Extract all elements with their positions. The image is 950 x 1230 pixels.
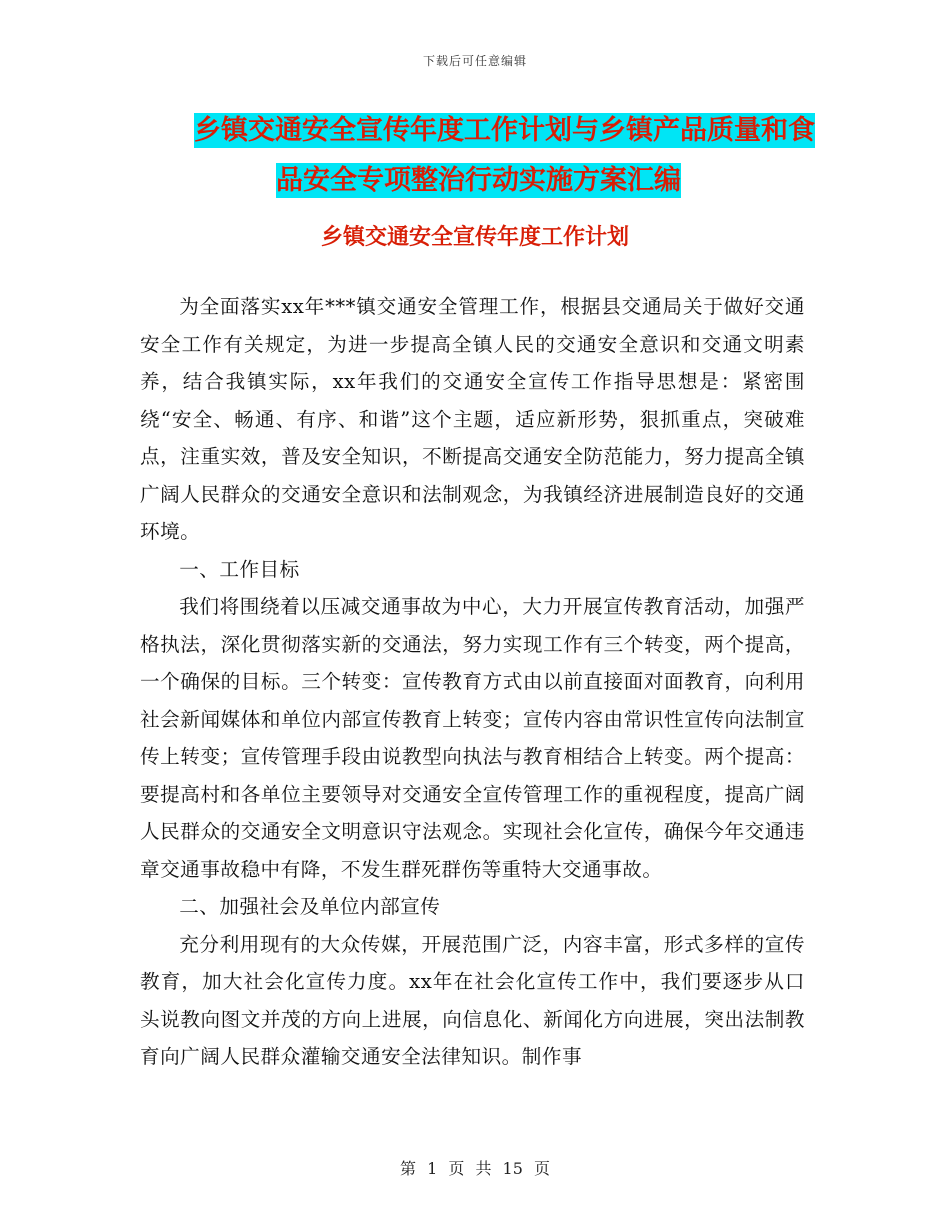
- page-header-note: 下载后可任意编辑: [422, 54, 527, 68]
- paragraph-work-goals: 我们将围绕着以压减交通事故为中心，大力开展宣传教育活动，加强严格执法，深化贯彻落实新的交通法，努力实现工作有三个转变，两个提高，一个确保的目标。三个转变：宣传教育方式由以前直接面对面教育，向利用社会新闻媒体和单位内部宣传教育上转变；宣传内容由常识性宣传向法制宣传上转变；宣传管理手段由说教型向执法与教育相结合上转变。两个提高：要提高村和各单位主要领导对交通安全宣传管理工作的重视程度，提高广阔人民群众的交通安全文明意识守法观念。实现社会化宣传，确保今年交通违章交通事故稳中有降，不发生群死群伤等重特大交通事故。: [140, 595, 805, 881]
- page-number: 第 1 页 共 15 页: [400, 1159, 550, 1178]
- document-title-line-2: [150, 156, 830, 206]
- title-highlight-1: 乡镇交通安全宣传年度工作计划与乡镇产品质量和食: [194, 115, 815, 146]
- document-title-line-1: [150, 106, 830, 156]
- document-title: [150, 106, 830, 206]
- heading-publicity: 二、加强社会及单位内部宣传: [179, 895, 441, 918]
- paragraph-intro: 为全面落实xx年***镇交通安全管理工作，根据县交通局关于做好交通安全工作有关规定，为进一步提高全镇人民的交通安全意识和交通文明素养，结合我镇实际，xx年我们的交通安全宣传工作指导思想是：紧密围绕“安全、畅通、有序、和谐”这个主题，适应新形势，狠抓重点，突破难点，注重实效，普及安全知识，不断提高交通安全防范能力，努力提高全镇广阔人民群众的交通安全意识和法制观念，为我镇经济进展制造良好的交通环境。: [140, 295, 805, 543]
- section-title: 乡镇交通安全宣传年度工作计划: [320, 225, 629, 250]
- title-highlight-2: 品安全专项整治行动实施方案汇编: [276, 165, 681, 196]
- document-body: [140, 288, 805, 1076]
- heading-work-goals: 一、工作目标: [179, 557, 300, 581]
- paragraph-publicity: 充分利用现有的大众传媒，开展范围广泛，内容丰富，形式多样的宣传教育，加大社会化宣传力度。xx年在社会化宣传工作中，我们要逐步从口头说教向图文并茂的方向上进展，向信息化、新闻化方向进展，突出法制教育向广阔人民群众灌输交通安全法律知识。制作事: [140, 932, 805, 1068]
